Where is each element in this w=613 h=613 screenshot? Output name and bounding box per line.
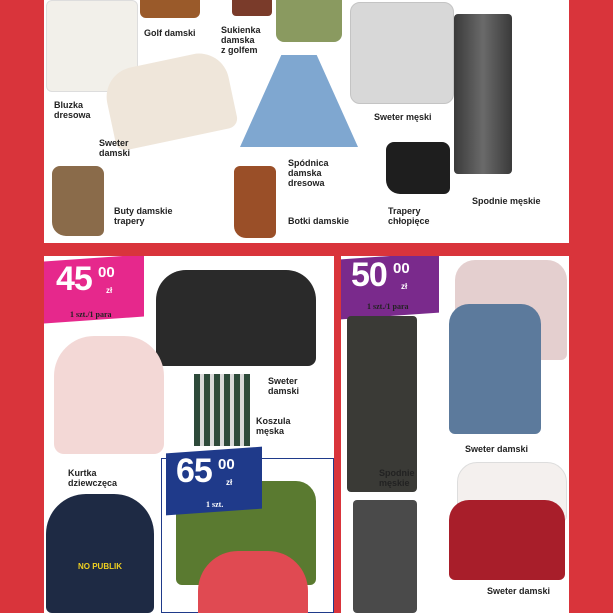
spodnie-meskie-jeans-image (454, 14, 512, 174)
label-kurtka-dziewczeca: Kurtka dziewczęca (68, 468, 118, 488)
sub-price-currency: zł (226, 478, 233, 487)
price-main: 50 (351, 256, 387, 294)
label-trapery-chlopiece: Trapery chłopięce (388, 206, 430, 226)
label-sweter-damski-1: Sweter damski (465, 444, 529, 454)
koszula-meska-image (194, 374, 250, 446)
price-unit: 1 szt./1 para (70, 310, 112, 319)
price-main: 45 (56, 260, 92, 298)
botki-damskie-image (234, 166, 276, 238)
label-sukienka: Sukienka damska z golfem (221, 25, 261, 55)
spodnica-image (240, 55, 358, 147)
trapery-chlopiece-image (386, 142, 450, 194)
sweter-damski-black-image (156, 270, 316, 366)
label-sweter-damski: Sweter damski (268, 376, 300, 396)
price-tag-45 (44, 258, 144, 320)
sukienka-image (232, 0, 272, 16)
sub-price-unit: 1 szt. (206, 500, 224, 509)
sub-price-main: 65 (176, 452, 212, 490)
price-tag-65 (166, 450, 262, 512)
label-sweter-damski: Sweter damski (99, 138, 131, 158)
left-product-panel (44, 256, 334, 613)
sub-price-cents: 00 (218, 456, 235, 473)
cardigan-blue-image (449, 304, 541, 434)
green-sweater-image (276, 0, 342, 42)
sweter-damski-red-image (449, 500, 565, 580)
price-cents: 00 (393, 260, 410, 277)
golf-damski-image (140, 0, 200, 18)
label-golf-damski: Golf damski (144, 28, 196, 38)
label-spodnie-meskie: Spodnie męskie (379, 468, 415, 488)
kurtka-dziewczeca-image (54, 336, 164, 454)
label-sweter-meski: Sweter męski (374, 112, 432, 122)
label-koszula-meska: Koszula męska (256, 416, 291, 436)
label-botki-damskie: Botki damskie (288, 216, 350, 226)
label-sweter-damski-2: Sweter damski (487, 586, 551, 596)
hoodie-print: NO PUBLIK (78, 562, 122, 571)
price-currency: zł (401, 282, 408, 291)
label-bluzka-dresowa: Bluzka dresowa (54, 100, 91, 120)
price-cents: 00 (98, 264, 115, 281)
red-jacket-image (198, 551, 308, 613)
right-product-panel (341, 256, 569, 613)
spodnie-meskie-lower-image (353, 500, 417, 613)
label-spodnica: Spódnica damska dresowa (288, 158, 329, 188)
label-spodnie-meskie: Spodnie męskie (472, 196, 541, 206)
price-currency: zł (106, 286, 113, 295)
top-product-panel (44, 0, 569, 243)
spodnie-meskie-grey-image (347, 316, 417, 492)
buty-damskie-image (52, 166, 104, 236)
price-unit: 1 szt./1 para (367, 302, 409, 311)
hoodie-image (46, 494, 154, 613)
price-tag-50 (341, 256, 439, 316)
label-buty-damskie: Buty damskie trapery (114, 206, 173, 226)
sweter-meski-image (350, 2, 454, 104)
